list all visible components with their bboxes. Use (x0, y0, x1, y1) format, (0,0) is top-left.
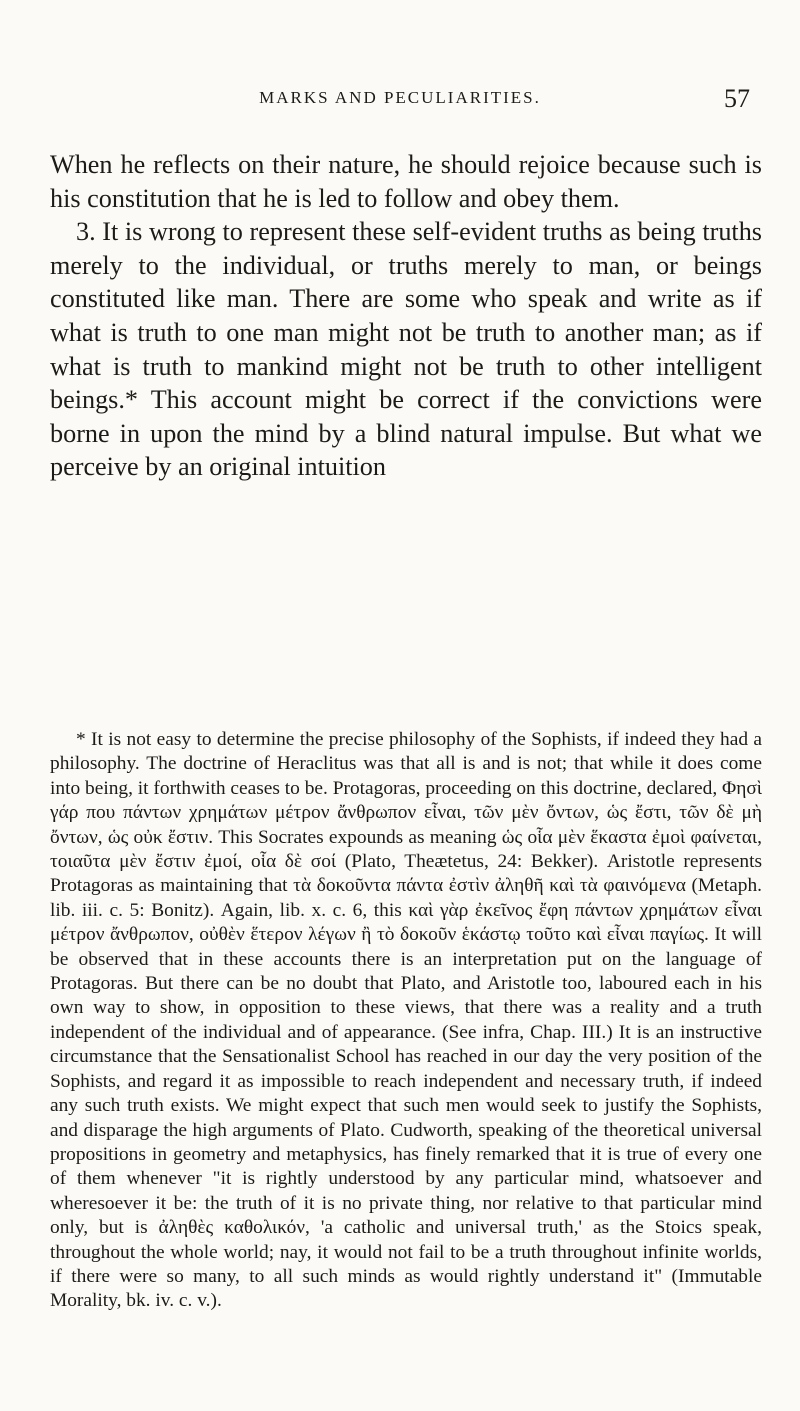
page-header (50, 78, 750, 118)
paragraph-2: 3. It is wrong to represent these self-evident truths as being truths merely to the individual, or truths merely to man, or beings constituted like man. There are some who speak and write as if what is truth to one man might not be truth to another man; as if what is truth to mankind might not be truth to other intelligent beings.* This account might be correct if the convictions were borne in upon the mind by a blind natural impulse. But what we perceive by an original intuition (50, 217, 762, 482)
paragraph-1: When he reflects on their nature, he should rejoice because such is his constitution that he is led to follow and obey them. (50, 150, 762, 213)
body-text (50, 148, 762, 484)
page-number: 57 (724, 84, 750, 113)
footnote-text: * It is not easy to determine the precise philosophy of the Sophists, if indeed they had a philosophy. The doctrine of Heraclitus was that all is and is not; that while it does come into being, it forthwith ceases to be. Protagoras, proceeding on this doctrine, declared, Φησὶ γάρ που πάντων χρημάτων μέτρον ἄνθρωπον εἶναι, τῶν μὲν ὄντων, ὡς ἔστι, τῶν δὲ μὴ ὄντων, ὡς οὐκ ἔστιν. This Socrates expounds as meaning ὡς οἷα μὲν ἕκαστα ἐμοὶ φαίνεται, τοιαῦτα μὲν ἔστιν ἐμοί, οἷα δὲ σοί (Plato, Theætetus, 24: Bekker). Aristotle represents Protagoras as maintaining that τὰ δοκοῦντα πάντα ἐστὶν ἀληθῆ καὶ τὰ φαινόμενα (Metaph. lib. iii. c. 5: Bonitz). Again, lib. x. c. 6, this καὶ γὰρ ἐκεῖνος ἔφη πάντων χρημάτων εἶναι μέτρον ἄνθρωπον, οὐθὲν ἕτερον λέγων ἢ τὸ δοκοῦν ἑκάστῳ τοῦτο καὶ εἶναι παγίως. It will be observed that in these accounts there is an interpretation put on the language of Protagoras. But there can be no doubt that Plato, and Aristotle too, laboured each in his own way to show, in opposition to these views, that there was a reality and a truth independent of the individual and of appearance. (See infra, Chap. III.) It is an instructive circumstance that the Sensationalist School has reached in our day the very position of the Sophists, and regard it as impossible to reach independent and necessary truth, if indeed any such truth exists. We might expect that such men would seek to justify the Sophists, and disparage the high arguments of Plato. Cudworth, speaking of the theoretical universal propositions in geometry and metaphysics, has finely remarked that it is true of every one of them whenever "it is rightly understood by any particular mind, whatsoever and wheresoever it be: the truth of it is no private thing, nor relative to that particular mind only, but is ἀληθὲς καθολικόν, 'a catholic and universal truth,' as the Stoics speak, throughout the whole world; nay, it would not fail to be a truth throughout infinite worlds, if there were so many, to all such minds as would rightly understand it" (Immutable Morality, bk. iv. c. v.). (50, 729, 762, 1312)
footnote (50, 728, 762, 1314)
running-head: MARKS AND PECULIARITIES. (259, 88, 541, 107)
